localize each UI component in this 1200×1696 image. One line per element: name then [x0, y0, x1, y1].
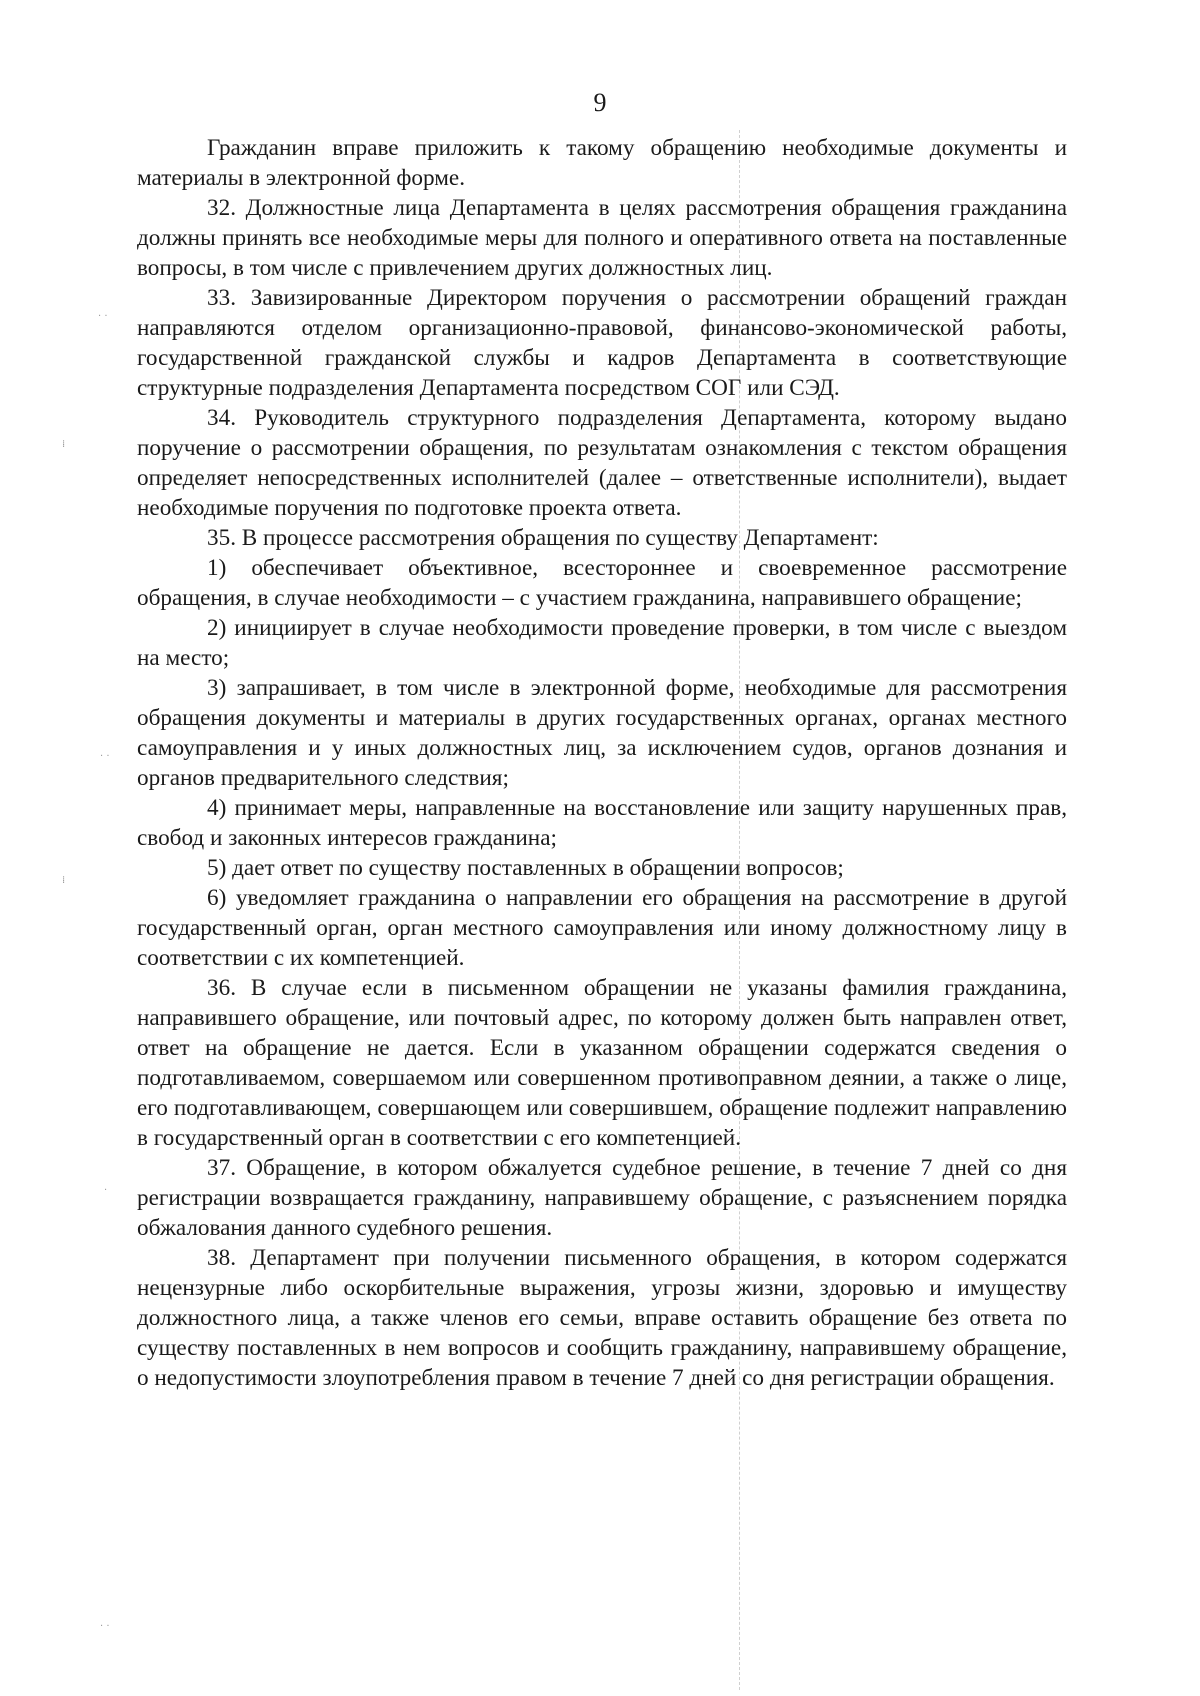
scan-speck: · · [100, 1621, 110, 1632]
paragraph-37: 37. Обращение, в котором обжалуется судебное решение, в течение 7 дней со дня регистрации возвращается гражданину, направившему обращение, с разъяснением порядка обжалования данного судебного решения. [137, 1155, 1067, 1241]
scan-speck: · · [98, 311, 108, 322]
scan-speck: · [104, 1185, 108, 1196]
paragraph-32: 32. Должностные лица Департамента в целях рассмотрения обращения гражданина должны принять все необходимые меры для полного и оперативного ответа на поставленные вопросы, в том числе с привлечением других должностных лиц. [137, 195, 1067, 281]
paragraph-33: 33. Завизированные Директором поручения о рассмотрении обращений граждан направляются отделом организационно-правовой, финансово-экономической работы, государственной гражданской службы и кадров Департамента в соответствующие структурные подразделения Департамента посредством СОГ или СЭД. [137, 285, 1067, 401]
page-number: 9 [593, 88, 607, 117]
list-item-3: 3) запрашивает, в том числе в электронной форме, необходимые для рассмотрения обращения документы и материалы в других государственных органах, органах местного самоуправления и у иных должностных лиц, за исключением судов, органов дознания и органов предварительного следствия; [137, 675, 1067, 791]
paragraph-36: 36. В случае если в письменном обращении не указаны фамилия гражданина, направившего обращение, или почтовый адрес, по которому должен быть направлен ответ, ответ на обращение не дается. Если в указанном обращении содержатся сведения о подготавливаемом, совершаемом или совершенном противоправном деянии, а также о лице, его подготавливающем, совершающем или совершившем, обращение подлежит направлению в государственный орган в соответствии с его компетенцией. [137, 975, 1067, 1151]
list-item-6: 6) уведомляет гражданина о направлении его обращения на рассмотрение в другой государственный орган, орган местного самоуправления или иному должностному лицу в соответствии с их компетенцией. [137, 885, 1067, 971]
list-item-4: 4) принимает меры, направленные на восстановление или защиту нарушенных прав, свобод и законных интересов гражданина; [137, 795, 1067, 851]
paragraph-38: 38. Департамент при получении письменного обращения, в котором содержатся нецензурные либо оскорбительные выражения, угрозы жизни, здоровью и имуществу должностного лица, а также членов его семьи, вправе оставить обращение без ответа по существу поставленных в нем вопросов и сообщить гражданину, направившему обращение, о недопустимости злоупотребления правом в течение 7 дней со дня регистрации обращения. [137, 1245, 1067, 1391]
list-item-5: 5) дает ответ по существу поставленных в обращении вопросов; [207, 855, 844, 881]
paragraph-34: 34. Руководитель структурного подразделения Департамента, которому выдано поручение о рассмотрении обращения, по результатам ознакомления с текстом обращения определяет непосредственных исполнителей (далее – ответственные исполнители), выдает необходимые поручения по подготовке проекта ответа. [137, 405, 1067, 521]
list-item-2: 2) инициирует в случае необходимости проведение проверки, в том числе с выездом на место; [137, 615, 1067, 671]
scan-speck: ⁞ [62, 439, 66, 450]
paragraph-35: 35. В процессе рассмотрения обращения по существу Департамент: [207, 525, 879, 551]
document-body [137, 133, 1067, 1393]
list-item-1: 1) обеспечивает объективное, всестороннее и своевременное рассмотрение обращения, в случае необходимости – с участием гражданина, направившего обращение; [137, 555, 1067, 611]
scan-speck: ⁞ [62, 875, 66, 886]
scan-speck: · · [100, 751, 110, 762]
paragraph: Гражданин вправе приложить к такому обращению необходимые документы и материалы в электронной форме. [137, 135, 1067, 191]
